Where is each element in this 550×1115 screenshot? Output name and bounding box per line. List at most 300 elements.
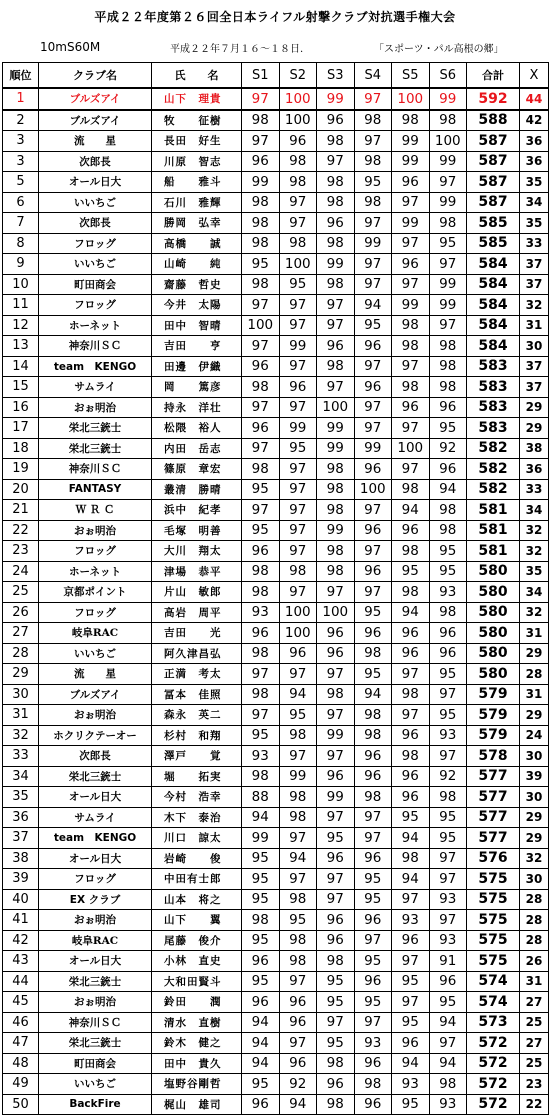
x-count-cell: 27 [520,992,549,1013]
shooter-name-cell: 山下 理貴 [152,88,242,110]
club-cell: フロッグ [39,541,152,562]
series-4-score-cell: 97 [354,213,392,234]
series-5-score-cell: 98 [392,315,430,336]
series-5-score-cell: 98 [392,336,430,357]
series-3-score-cell: 100 [317,602,355,623]
series-4-score-cell: 98 [354,725,392,746]
table-row [3,172,549,193]
series-6-score-cell: 91 [429,951,467,972]
table-row [3,889,549,910]
series-6-score-cell: 98 [429,1074,467,1095]
x-count-cell: 34 [520,192,549,213]
table-row [3,479,549,500]
series-4-score-cell: 97 [354,500,392,521]
col-header-club: クラブ名 [39,63,152,89]
series-4-score-cell: 95 [354,951,392,972]
series-5-score-cell: 96 [392,787,430,808]
club-cell: オール日大 [39,172,152,193]
club-cell: 栄北三銃士 [39,418,152,439]
series-5-score-cell: 98 [392,848,430,869]
series-4-score-cell: 97 [354,807,392,828]
club-cell: おぉ明治 [39,705,152,726]
series-1-score-cell: 98 [242,213,280,234]
series-1-score-cell: 94 [242,807,280,828]
series-5-score-cell: 98 [392,582,430,603]
rank-cell: 12 [3,315,39,336]
series-6-score-cell: 98 [429,377,467,398]
series-2-score-cell: 98 [279,233,317,254]
table-row [3,377,549,398]
rank-cell: 36 [3,807,39,828]
x-count-cell: 35 [520,172,549,193]
series-1-score-cell: 97 [242,397,280,418]
series-1-score-cell: 95 [242,848,280,869]
x-count-cell: 27 [520,1033,549,1054]
rank-cell: 22 [3,520,39,541]
series-5-score-cell: 98 [392,110,430,131]
series-1-score-cell: 98 [242,110,280,131]
series-2-score-cell: 95 [279,438,317,459]
rank-cell: 38 [3,848,39,869]
x-count-cell: 29 [520,807,549,828]
rank-cell: 13 [3,336,39,357]
series-3-score-cell: 98 [317,459,355,480]
series-1-score-cell: 88 [242,787,280,808]
total-score-cell: 580 [467,602,520,623]
total-score-cell: 573 [467,1012,520,1033]
x-count-cell: 28 [520,664,549,685]
series-4-score-cell: 97 [354,356,392,377]
club-cell: 岐阜RAC [39,623,152,644]
series-3-score-cell: 96 [317,848,355,869]
series-6-score-cell: 94 [429,1053,467,1074]
x-count-cell: 28 [520,930,549,951]
x-count-cell: 37 [520,274,549,295]
club-cell: 次郎長 [39,151,152,172]
series-1-score-cell: 94 [242,1053,280,1074]
club-cell: ホクリクテーオー [39,725,152,746]
total-score-cell: 580 [467,561,520,582]
shooter-name-cell: 勝岡 弘幸 [152,213,242,234]
series-4-score-cell: 98 [354,110,392,131]
shooter-name-cell: 今井 太陽 [152,295,242,316]
shooter-name-cell: 山下 翼 [152,910,242,931]
table-row [3,971,549,992]
total-score-cell: 572 [467,1033,520,1054]
total-score-cell: 583 [467,377,520,398]
table-row [3,274,549,295]
series-3-score-cell: 97 [317,377,355,398]
series-3-score-cell: 98 [317,951,355,972]
x-count-cell: 44 [520,88,549,110]
series-6-score-cell: 97 [429,172,467,193]
series-4-score-cell: 99 [354,233,392,254]
club-cell: ブルズアイ [39,684,152,705]
total-score-cell: 584 [467,315,520,336]
col-header-s2: S2 [279,63,317,89]
total-score-cell: 580 [467,623,520,644]
x-count-cell: 31 [520,315,549,336]
shooter-name-cell: 小林 直史 [152,951,242,972]
series-2-score-cell: 96 [279,377,317,398]
rank-cell: 28 [3,643,39,664]
club-cell: サムライ [39,377,152,398]
rank-cell: 33 [3,746,39,767]
rank-cell: 3 [3,131,39,152]
x-count-cell: 29 [520,418,549,439]
shooter-name-cell: 山本 将之 [152,889,242,910]
series-2-score-cell: 100 [279,110,317,131]
series-4-score-cell: 95 [354,992,392,1013]
x-count-cell: 35 [520,213,549,234]
header-row [3,63,549,89]
rank-cell: 6 [3,192,39,213]
club-cell: Ｗ Ｒ Ｃ [39,500,152,521]
series-4-score-cell: 96 [354,848,392,869]
series-6-score-cell: 93 [429,889,467,910]
shooter-name-cell: 吉田 亨 [152,336,242,357]
col-header-s6: S6 [429,63,467,89]
rank-cell: 29 [3,664,39,685]
club-cell: ホーネット [39,561,152,582]
total-score-cell: 588 [467,110,520,131]
shooter-name-cell: 浜中 紀孝 [152,500,242,521]
series-3-score-cell: 96 [317,910,355,931]
series-1-score-cell: 97 [242,88,280,110]
club-cell: フロッグ [39,233,152,254]
club-cell: 町田商会 [39,274,152,295]
table-row [3,992,549,1013]
series-2-score-cell: 94 [279,1094,317,1115]
series-3-score-cell: 97 [317,315,355,336]
series-4-score-cell: 98 [354,1074,392,1095]
series-1-score-cell: 99 [242,172,280,193]
series-2-score-cell: 97 [279,582,317,603]
series-1-score-cell: 97 [242,438,280,459]
rank-cell: 43 [3,951,39,972]
series-3-score-cell: 99 [317,88,355,110]
table-row [3,459,549,480]
series-3-score-cell: 95 [317,828,355,849]
x-count-cell: 32 [520,602,549,623]
table-row [3,131,549,152]
x-count-cell: 34 [520,500,549,521]
total-score-cell: 574 [467,971,520,992]
x-count-cell: 32 [520,295,549,316]
rank-cell: 7 [3,213,39,234]
series-5-score-cell: 99 [392,151,430,172]
series-5-score-cell: 97 [392,233,430,254]
series-5-score-cell: 99 [392,295,430,316]
series-2-score-cell: 98 [279,930,317,951]
series-4-score-cell: 98 [354,151,392,172]
club-cell: いいちご [39,643,152,664]
table-row [3,438,549,459]
rank-cell: 21 [3,500,39,521]
total-score-cell: 579 [467,705,520,726]
rank-cell: 47 [3,1033,39,1054]
series-1-score-cell: 95 [242,971,280,992]
series-6-score-cell: 98 [429,110,467,131]
series-4-score-cell: 96 [354,459,392,480]
series-4-score-cell: 93 [354,1033,392,1054]
series-4-score-cell: 96 [354,623,392,644]
rank-cell: 24 [3,561,39,582]
series-3-score-cell: 97 [317,664,355,685]
series-3-score-cell: 97 [317,1012,355,1033]
total-score-cell: 579 [467,684,520,705]
shooter-name-cell: 岩崎 俊 [152,848,242,869]
table-row [3,828,549,849]
table-row [3,807,549,828]
series-5-score-cell: 96 [392,254,430,275]
total-score-cell: 581 [467,520,520,541]
shooter-name-cell: 毛塚 明善 [152,520,242,541]
rank-cell: 26 [3,602,39,623]
series-5-score-cell: 98 [392,684,430,705]
series-5-score-cell: 96 [392,930,430,951]
total-score-cell: 572 [467,1094,520,1115]
series-2-score-cell: 98 [279,725,317,746]
series-5-score-cell: 94 [392,828,430,849]
shooter-name-cell: 川口 諒太 [152,828,242,849]
x-count-cell: 30 [520,869,549,890]
series-6-score-cell: 99 [429,151,467,172]
series-6-score-cell: 95 [429,664,467,685]
total-score-cell: 583 [467,397,520,418]
series-5-score-cell: 94 [392,500,430,521]
series-5-score-cell: 94 [392,869,430,890]
series-2-score-cell: 96 [279,1012,317,1033]
series-2-score-cell: 98 [279,951,317,972]
series-1-score-cell: 96 [242,623,280,644]
series-4-score-cell: 98 [354,643,392,664]
total-score-cell: 580 [467,643,520,664]
rank-cell: 25 [3,582,39,603]
series-3-score-cell: 95 [317,992,355,1013]
x-count-cell: 30 [520,336,549,357]
club-cell: 栄北三銃士 [39,1033,152,1054]
series-2-score-cell: 97 [279,869,317,890]
series-3-score-cell: 97 [317,869,355,890]
x-count-cell: 29 [520,397,549,418]
series-5-score-cell: 96 [392,520,430,541]
series-3-score-cell: 97 [317,807,355,828]
series-2-score-cell: 98 [279,172,317,193]
series-1-score-cell: 96 [242,1094,280,1115]
series-1-score-cell: 95 [242,479,280,500]
series-5-score-cell: 97 [392,992,430,1013]
series-2-score-cell: 97 [279,356,317,377]
series-1-score-cell: 97 [242,705,280,726]
total-score-cell: 581 [467,541,520,562]
series-6-score-cell: 96 [429,459,467,480]
series-4-score-cell: 95 [354,602,392,623]
series-6-score-cell: 98 [429,520,467,541]
club-cell: FANTASY [39,479,152,500]
club-cell: いいちご [39,192,152,213]
shooter-name-cell: 中田有士郎 [152,869,242,890]
series-5-score-cell: 95 [392,561,430,582]
series-4-score-cell: 98 [354,787,392,808]
total-score-cell: 584 [467,274,520,295]
table-row [3,643,549,664]
table-row [3,151,549,172]
series-6-score-cell: 99 [429,295,467,316]
series-6-score-cell: 95 [429,828,467,849]
table-row [3,848,549,869]
series-2-score-cell: 97 [279,541,317,562]
x-count-cell: 42 [520,110,549,131]
series-2-score-cell: 97 [279,213,317,234]
series-5-score-cell: 93 [392,1074,430,1095]
table-row [3,725,549,746]
rank-cell: 2 [3,110,39,131]
col-header-x: X [520,63,549,89]
x-count-cell: 34 [520,582,549,603]
series-1-score-cell: 97 [242,131,280,152]
rank-cell: 48 [3,1053,39,1074]
series-6-score-cell: 95 [429,561,467,582]
total-score-cell: 592 [467,88,520,110]
club-cell: 神奈川ＳＣ [39,1012,152,1033]
series-5-score-cell: 97 [392,192,430,213]
total-score-cell: 587 [467,131,520,152]
series-2-score-cell: 95 [279,274,317,295]
series-2-score-cell: 96 [279,131,317,152]
shooter-name-cell: 木下 泰治 [152,807,242,828]
series-6-score-cell: 99 [429,88,467,110]
shooter-name-cell: 叢清 勝晴 [152,479,242,500]
total-score-cell: 587 [467,172,520,193]
col-header-name: 氏 名 [152,63,242,89]
club-cell: フロッグ [39,295,152,316]
shooter-name-cell: 森永 英二 [152,705,242,726]
series-5-score-cell: 97 [392,418,430,439]
series-4-score-cell: 95 [354,889,392,910]
table-row [3,192,549,213]
series-2-score-cell: 97 [279,397,317,418]
rank-cell: 35 [3,787,39,808]
total-score-cell: 575 [467,889,520,910]
series-6-score-cell: 94 [429,479,467,500]
rank-cell: 19 [3,459,39,480]
shooter-name-cell: 澤戸 覚 [152,746,242,767]
total-score-cell: 587 [467,151,520,172]
series-6-score-cell: 95 [429,541,467,562]
series-6-score-cell: 98 [429,602,467,623]
series-3-score-cell: 96 [317,643,355,664]
series-6-score-cell: 97 [429,254,467,275]
series-1-score-cell: 93 [242,602,280,623]
series-4-score-cell: 96 [354,520,392,541]
series-1-score-cell: 99 [242,828,280,849]
series-2-score-cell: 94 [279,848,317,869]
event-date: 平成２２年７月１６～１８日. [170,44,304,55]
total-score-cell: 583 [467,356,520,377]
rank-cell: 46 [3,1012,39,1033]
x-count-cell: 31 [520,623,549,644]
series-4-score-cell: 96 [354,971,392,992]
series-1-score-cell: 96 [242,418,280,439]
series-3-score-cell: 97 [317,746,355,767]
shooter-name-cell: 高岩 周平 [152,602,242,623]
x-count-cell: 25 [520,1053,549,1074]
series-5-score-cell: 97 [392,889,430,910]
table-row [3,746,549,767]
total-score-cell: 582 [467,438,520,459]
shooter-name-cell: 岡 篤彦 [152,377,242,398]
total-score-cell: 581 [467,500,520,521]
series-2-score-cell: 97 [279,828,317,849]
series-5-score-cell: 97 [392,356,430,377]
series-1-score-cell: 94 [242,1033,280,1054]
series-1-score-cell: 95 [242,254,280,275]
table-row [3,541,549,562]
page-title: 平成２２年度第２６回全日本ライフル射撃クラブ対抗選手権大会 [94,10,456,24]
total-score-cell: 579 [467,725,520,746]
rank-cell: 39 [3,869,39,890]
table-row [3,1094,549,1115]
table-row [3,254,549,275]
series-1-score-cell: 96 [242,992,280,1013]
series-4-score-cell: 96 [354,746,392,767]
series-1-score-cell: 98 [242,582,280,603]
table-row [3,787,549,808]
series-6-score-cell: 95 [429,992,467,1013]
table-row [3,582,549,603]
series-4-score-cell: 94 [354,295,392,316]
series-4-score-cell: 97 [354,418,392,439]
x-count-cell: 33 [520,479,549,500]
series-3-score-cell: 97 [317,705,355,726]
rank-cell: 18 [3,438,39,459]
x-count-cell: 22 [520,1094,549,1115]
series-6-score-cell: 98 [429,356,467,377]
shooter-name-cell: 松隈 裕人 [152,418,242,439]
shooter-name-cell: 塩野谷剛哲 [152,1074,242,1095]
x-count-cell: 32 [520,848,549,869]
rank-cell: 11 [3,295,39,316]
shooter-name-cell: 内田 岳志 [152,438,242,459]
x-count-cell: 29 [520,705,549,726]
shooter-name-cell: 阿久津昌弘 [152,643,242,664]
series-5-score-cell: 95 [392,1094,430,1115]
series-3-score-cell: 98 [317,131,355,152]
series-4-score-cell: 96 [354,336,392,357]
col-header-total: 合計 [467,63,520,89]
series-4-score-cell: 97 [354,254,392,275]
table-row [3,356,549,377]
series-3-score-cell: 95 [317,971,355,992]
shooter-name-cell: 梶山 雄司 [152,1094,242,1115]
series-1-score-cell: 96 [242,356,280,377]
shooter-name-cell: 今村 浩幸 [152,787,242,808]
shooter-name-cell: 清水 直樹 [152,1012,242,1033]
series-5-score-cell: 96 [392,623,430,644]
series-4-score-cell: 95 [354,172,392,193]
series-4-score-cell: 95 [354,869,392,890]
series-2-score-cell: 97 [279,971,317,992]
table-row [3,233,549,254]
total-score-cell: 575 [467,910,520,931]
shooter-name-cell: 大和田賢斗 [152,971,242,992]
total-score-cell: 584 [467,254,520,275]
rank-cell: 37 [3,828,39,849]
club-cell: ホーネット [39,315,152,336]
x-count-cell: 36 [520,459,549,480]
table-row [3,315,549,336]
